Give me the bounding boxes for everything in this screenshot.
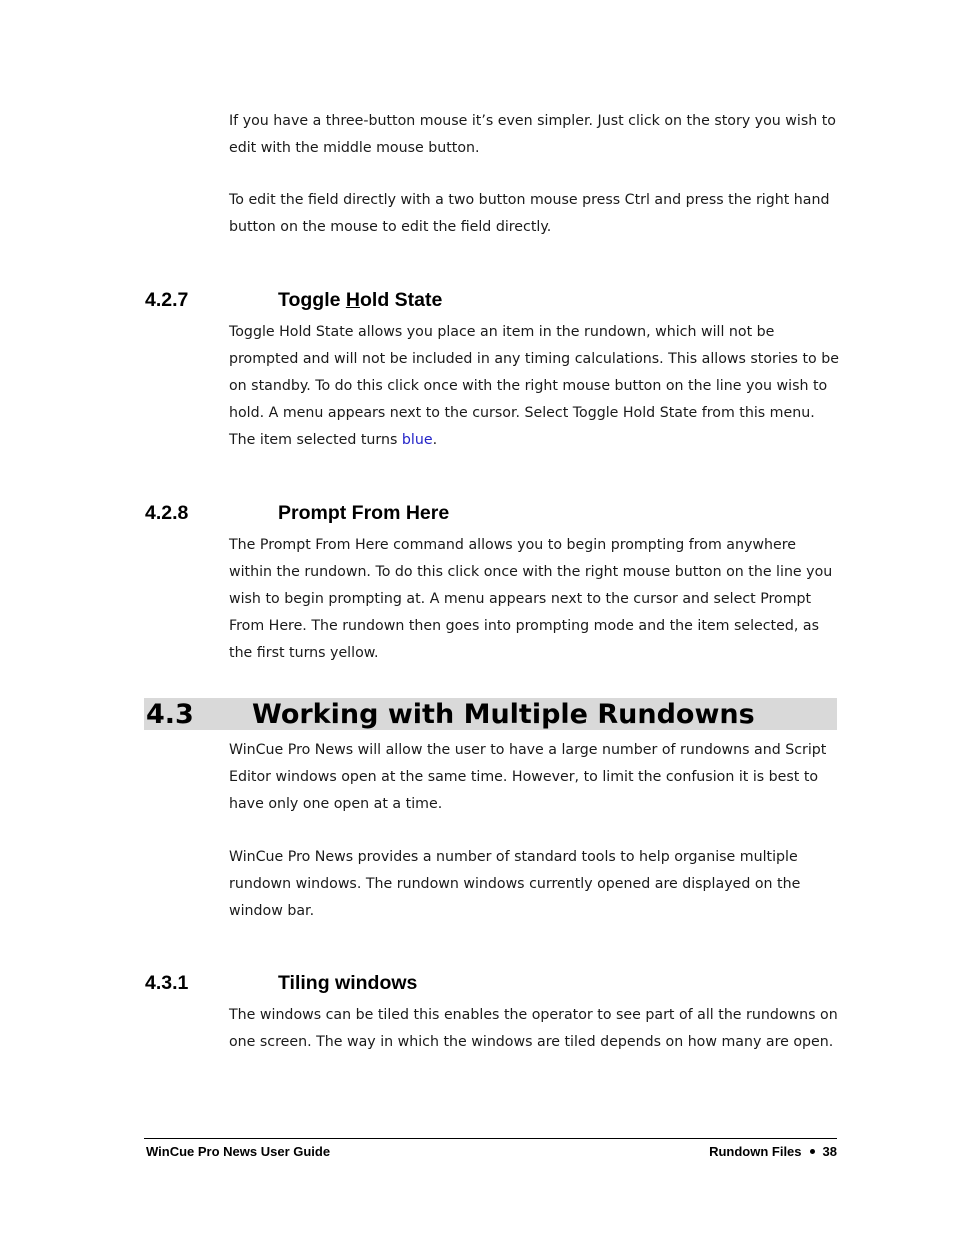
footer-page-info [709,1143,837,1161]
bullet-separator-icon [810,1149,815,1154]
section-number: 4.2.7 [145,289,189,311]
section-number: 4.3.1 [145,972,189,994]
section-title: Prompt From Here [278,502,450,524]
section-heading-4-2-7 [145,286,845,314]
section-heading-4-2-8 [145,499,845,527]
section-title: Toggle Hold State [278,289,443,311]
section-heading-4-3 [144,698,837,730]
body-paragraph: To edit the field directly with a two button mouse press Ctrl and press the right hand button on the mouse to edit the field directly. [229,192,830,235]
body-paragraph: The windows can be tiled this enables the operator to see part of all the rundowns on one screen. The way in which the windows are tiled depends on how many are open. [229,1007,838,1050]
section-title: Working with Multiple Rundowns [252,699,755,730]
body-paragraph: Toggle Hold State allows you place an item in the rundown, which will not be prompted and will not be included in any timing calculations. This allows stories to be on standby. To do this click once with the right mouse button on the line you wish to hold. A menu appears next to the cursor. Select Toggle Hold State from this menu. The item selected turns blue. [229,324,839,448]
section-heading-4-3-1 [145,969,845,997]
section-number: 4.2.8 [145,502,189,524]
body-paragraph: If you have a three-button mouse it’s even simpler. Just click on the story you wish to edit with the middle mouse button. [229,113,836,156]
body-paragraph: The Prompt From Here command allows you to begin prompting from anywhere within the rundown. To do this click once with the right mouse button on the line you wish to begin prompting at. A menu appears next to the cursor and select Prompt From Here. The rundown then goes into prompting mode and the item selected, as the first turns yellow. [229,537,833,661]
body-paragraph: WinCue Pro News will allow the user to have a large number of rundowns and Script Editor windows open at the same time. However, to limit the confusion it is best to have only one open at a time. [229,742,827,812]
footer-divider [144,1138,837,1139]
footer-section-name: Rundown Files [709,1144,802,1159]
section-title: Tiling windows [278,972,418,994]
underlined-accelerator-letter: H [345,289,360,311]
page-number: 38 [822,1144,837,1159]
section-number: 4.3 [146,699,194,730]
blue-highlight-word: blue [401,432,433,448]
body-paragraph: WinCue Pro News provides a number of standard tools to help organise multiple rundown windows. The rundown windows currently opened are displayed on the window bar. [229,849,801,919]
footer-document-title: WinCue Pro News User Guide [146,1144,331,1159]
